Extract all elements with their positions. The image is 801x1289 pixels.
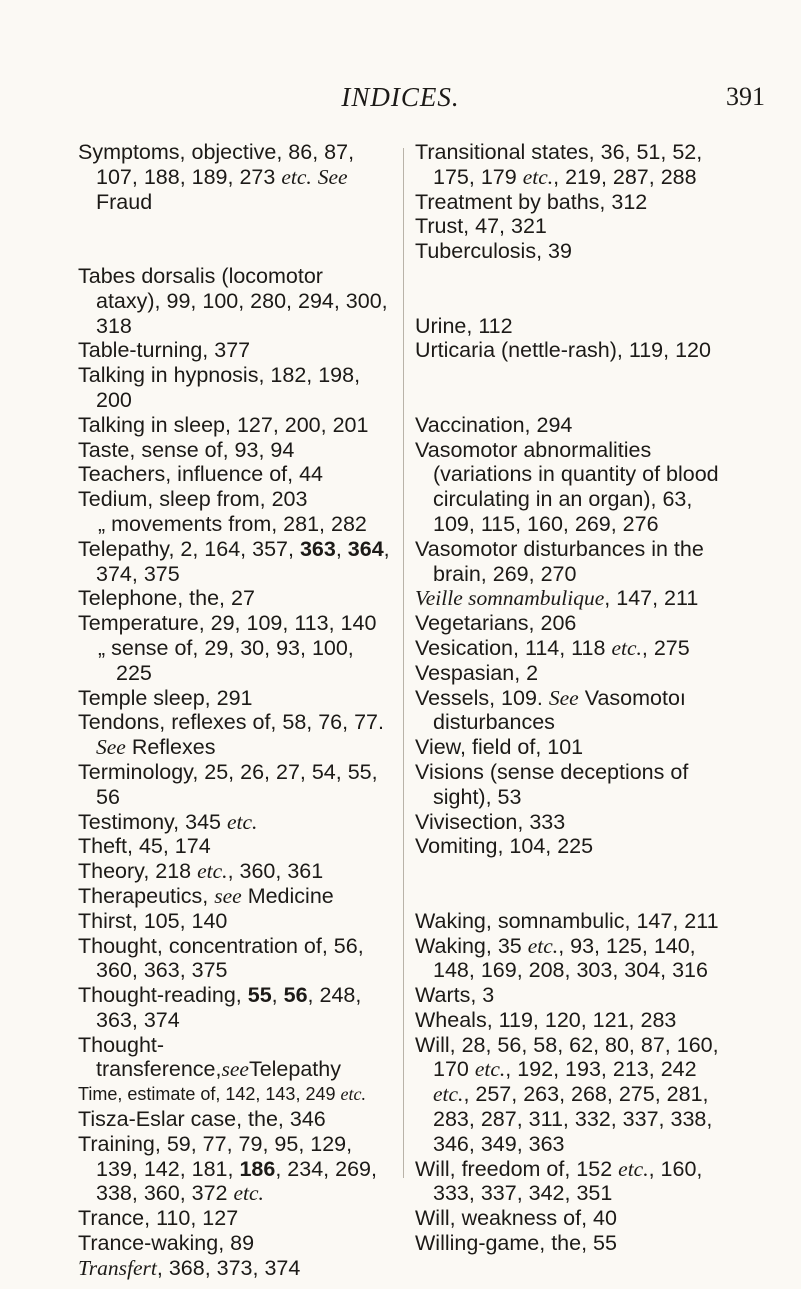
index-entry: Training, 59, 77, 79, 95, 129, 139, 142, 181, 186, 234, 269, 338, 360, 372 etc. xyxy=(78,1131,377,1206)
index-entry: Thought-reading, 55, 56, 248, 363, 374 xyxy=(78,983,362,1032)
index-entry: Testimony, 345 etc. xyxy=(78,809,258,834)
index-entry: Will, freedom of, 152 etc., 160, 333, 337, 342, 351 xyxy=(415,1156,703,1206)
index-entry: Veille somnambulique, 147, 211 xyxy=(415,586,699,611)
index-entry: Vasomotor disturbances in the brain, 269, 270 xyxy=(415,536,704,586)
index-entry: Thought-transference,seeTelepathy xyxy=(78,1032,341,1082)
index-entry: Visions (sense deceptions of sight), 53 xyxy=(415,759,689,809)
index-entry: Waking, somnambulic, 147, 211 xyxy=(415,908,719,933)
index-entry: Transitional states, 36, 51, 52, 175, 179 etc., 219, 287, 288 xyxy=(415,140,703,189)
index-entry: „ sense of, 29, 30, 93, 100, 225 xyxy=(98,635,354,685)
index-entry: Tisza-Eslar case, the, 346 xyxy=(78,1107,326,1132)
index-entry: Theft, 45, 174 xyxy=(78,834,211,859)
index-entry: Willing-game, the, 55 xyxy=(415,1231,617,1256)
index-entry: Tedium, sleep from, 203 xyxy=(78,487,308,512)
index-entry: Treatment by baths, 312 xyxy=(415,189,648,214)
index-entry: Talking in sleep, 127, 200, 201 xyxy=(78,412,369,437)
index-entry: Wheals, 119, 120, 121, 283 xyxy=(415,1007,677,1032)
index-entry: Vegetarians, 206 xyxy=(415,611,577,636)
index-entry: Tendons, reflexes of, 58, 76, 77. See Reflexes xyxy=(78,710,384,760)
index-entry: Vaccination, 294 xyxy=(415,412,573,437)
index-entry: Warts, 3 xyxy=(415,983,495,1008)
index-entry: Theory, 218 etc., 360, 361 xyxy=(78,859,324,884)
running-head: INDICES. xyxy=(341,82,460,112)
index-entry: Will, 28, 56, 58, 62, 80, 87, 160, 170 etc., 192, 193, 213, 242 etc., 257, 263, 268, 275, 281, 283, 287, 311, 332, 337, 338, 346, 349, 363 xyxy=(415,1032,719,1156)
index-entry: Thirst, 105, 140 xyxy=(78,908,228,933)
index-entry: Vasomotor abnormalities (variations in quantity of blood circulating in an organ), 63, 109, 115, 160, 269, 276 xyxy=(415,437,719,536)
index-entry: Vessels, 109. See Vasomotoı disturbances xyxy=(415,685,686,735)
index-entry: Transfert, 368, 373, 374 xyxy=(78,1255,301,1280)
index-entry: Vesication, 114, 118 etc., 275 xyxy=(415,635,690,660)
index-entry: „ movements from, 281, 282 xyxy=(98,511,367,536)
index-entry: Waking, 35 etc., 93, 125, 140, 148, 169, 208, 303, 304, 316 xyxy=(415,933,708,983)
page-number: 391 xyxy=(726,82,765,111)
index-entry: Vivisection, 333 xyxy=(415,809,566,834)
index-entry: Trance-waking, 89 xyxy=(78,1231,255,1256)
index-entry: Table-turning, 377 xyxy=(78,338,251,363)
index-entry: Tabes dorsalis (locomotor ataxy), 99, 100, 280, 294, 300, 318 xyxy=(78,263,388,338)
index-entry: Urine, 112 xyxy=(415,313,513,338)
column-rule xyxy=(403,148,404,1178)
index-entry: Vomiting, 104, 225 xyxy=(415,834,594,859)
index-entry: Telephone, the, 27 xyxy=(78,586,255,611)
index-entry: Talking in hypnosis, 182, 198, 200 xyxy=(78,363,361,412)
index-entry: Temperature, 29, 109, 113, 140 xyxy=(78,611,377,636)
index-entry: Urticaria (nettle-rash), 119, 120 xyxy=(415,338,711,363)
right-column xyxy=(415,140,733,1256)
index-entry: View, field of, 101 xyxy=(415,735,584,760)
index-entry: Telepathy, 2, 164, 357, 363, 364, 374, 375 xyxy=(78,536,390,586)
index-entry: Therapeutics, see Medicine xyxy=(78,883,334,908)
index-entry: Terminology, 25, 26, 27, 54, 55, 56 xyxy=(78,759,378,809)
index-entry: Will, weakness of, 40 xyxy=(415,1206,617,1231)
index-entry: Vespasian, 2 xyxy=(415,660,539,685)
index-entry: Teachers, influence of, 44 xyxy=(78,462,324,487)
index-entry: Time, estimate of, 142, 143, 249 etc. xyxy=(78,1084,366,1105)
index-entry: Temple sleep, 291 xyxy=(78,685,253,710)
index-entry: Thought, concentration of, 56, 360, 363, 375 xyxy=(78,933,364,983)
index-entry: Tuberculosis, 39 xyxy=(415,239,572,264)
index-entry: Trust, 47, 321 xyxy=(415,214,547,239)
left-column xyxy=(78,140,393,1281)
index-entry: Trance, 110, 127 xyxy=(78,1206,239,1231)
index-entry: Symptoms, objective, 86, 87, 107, 188, 189, 273 etc. See Fraud xyxy=(78,140,355,214)
index-entry: Taste, sense of, 93, 94 xyxy=(78,437,295,462)
